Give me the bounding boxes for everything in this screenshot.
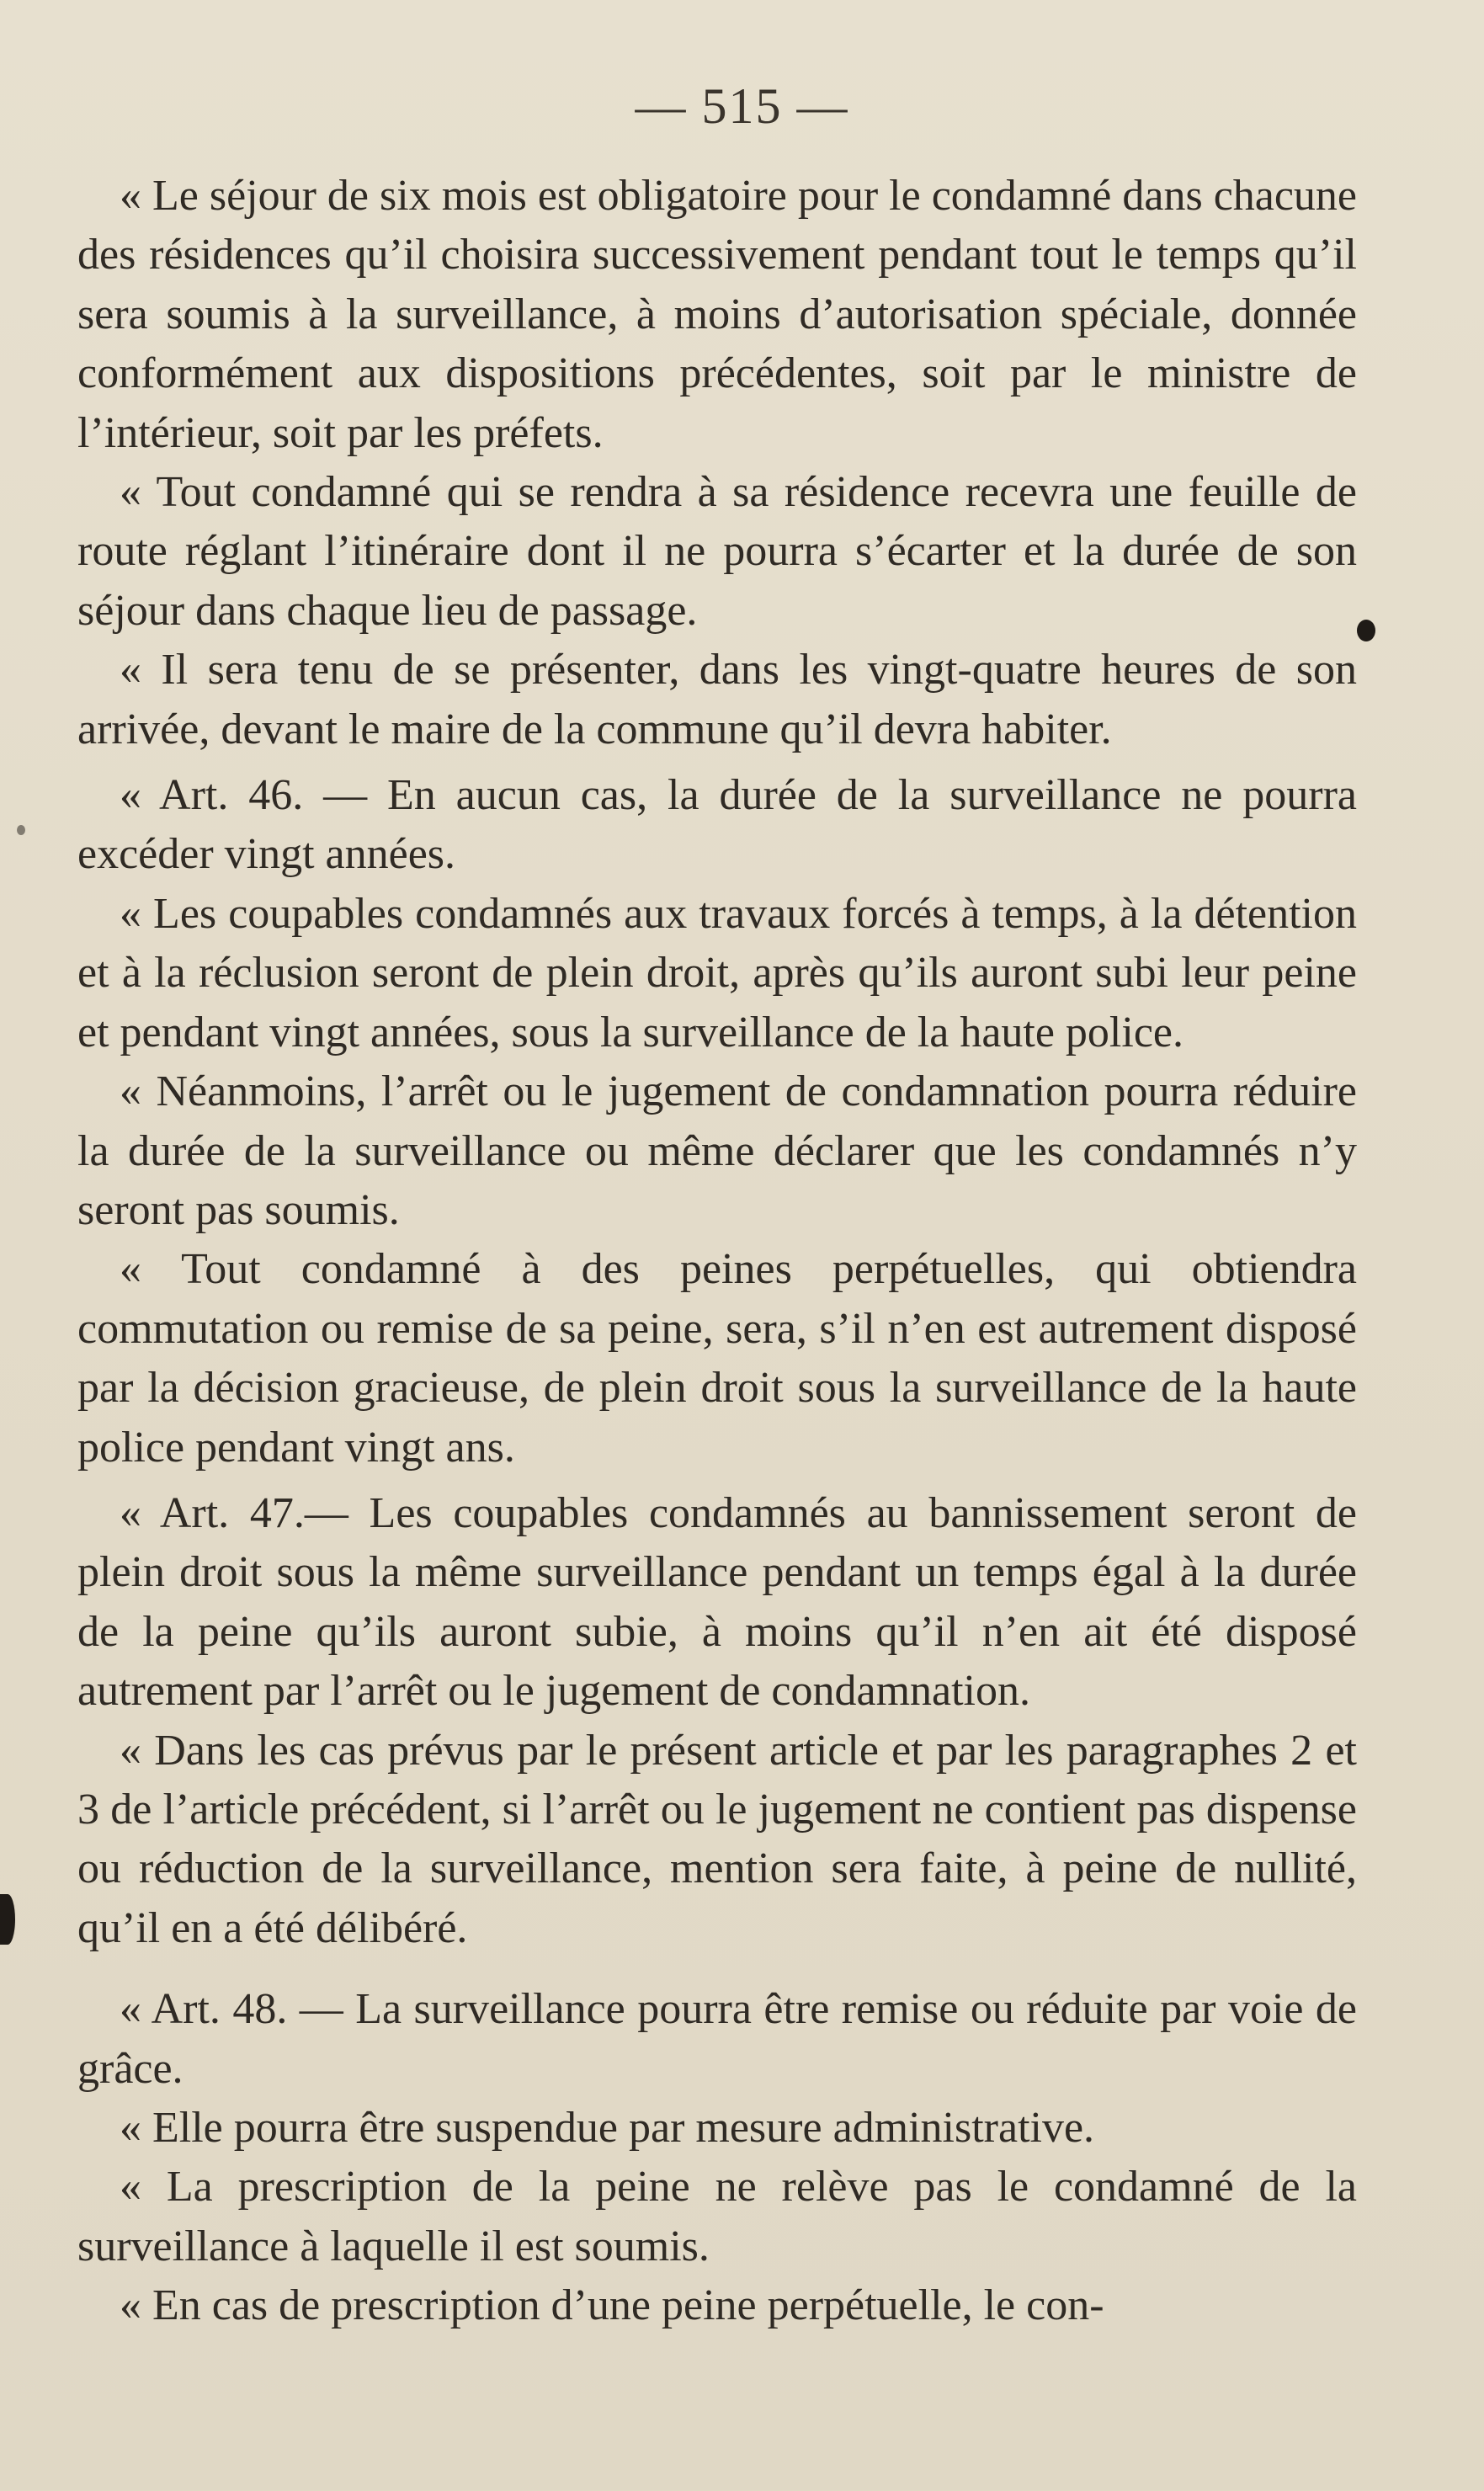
page-body <box>77 167 1357 2336</box>
paragraph-art-48: « Art. 48. — La surveillance pourra être remise ou réduite par voie de grâce. <box>77 1985 1357 2093</box>
paragraph-neanmoins: « Néanmoins, l’arrêt ou le jugement de condamnation pourra réduire la durée de la surveillance ou même déclarer que les condamnés n’y seront pas soumis. <box>77 1067 1357 1234</box>
page-number: — 515 — <box>635 78 849 134</box>
paragraph-suspension: « Elle pourra être suspendue par mesure administrative. <box>120 2104 1095 2152</box>
paragraph-coupables-travaux-forces: « Les coupables condamnés aux travaux forcés à temps, à la détention et à la réclusion seront de plein droit, après qu’ils auront subi leur peine et pendant vingt années, sous la surveillance de la haute police. <box>77 889 1357 1057</box>
paragraph-prescription-perpetuelle: « En cas de prescription d’une peine perpétuelle, le con- <box>120 2281 1104 2330</box>
paragraph-peines-perpetuelles: « Tout condamné à des peines perpétuelles, qui obtiendra commutation ou remise de sa peine, sera, s’il n’en est autrement disposé par la décision gracieuse, de plein droit sous la surveillance de la haute police pendant vingt ans. <box>77 1245 1357 1472</box>
paragraph-prescription: « La prescription de la peine ne relève pas le condamné de la surveillance à laquelle il est soumis. <box>77 2163 1357 2270</box>
paragraph-feuille-de-route: « Tout condamné qui se rendra à sa résidence recevra une feuille de route réglant l’itinéraire dont il ne pourra s’écarter et la durée de son séjour dans chaque lieu de passage. <box>77 468 1357 635</box>
page-edge-mark <box>0 1894 15 1945</box>
ink-speck <box>17 825 25 835</box>
paragraph-art-46: « Art. 46. — En aucun cas, la durée de la surveillance ne pourra excéder vingt années. <box>77 771 1357 879</box>
ink-speck <box>1357 620 1375 641</box>
paragraph-art-47: « Art. 47.— Les coupables condamnés au bannissement seront de plein droit sous la même surveillance pendant un temps égal à la durée de la peine qu’ils auront subie, à moins qu’il n’en ait été disposé autrement par l’arrêt ou le jugement de condamnation. <box>77 1488 1357 1716</box>
paragraph-sejour: « Le séjour de six mois est obligatoire pour le condamné dans chacune des résidences qu’il choisira successivement pendant tout le temps qu’il sera soumis à la surveillance, à moins d’autorisation spéciale, donnée conformément aux dispositions précédentes, soit par le ministre de l’intérieur, soit par les préfets. <box>77 172 1358 457</box>
paragraph-cas-prevus: « Dans les cas prévus par le présent article et par les paragraphes 2 et 3 de l’article précédent, si l’arrêt ou le jugement ne contient pas dispense ou réduction de la surveillance, mention sera faite, à peine de nullité, qu’il en a été délibéré. <box>77 1726 1357 1952</box>
paragraph-presentation-maire: « Il sera tenu de se présenter, dans les vingt-quatre heures de son arrivée, devant le maire de la commune qu’il devra habiter. <box>77 646 1357 753</box>
